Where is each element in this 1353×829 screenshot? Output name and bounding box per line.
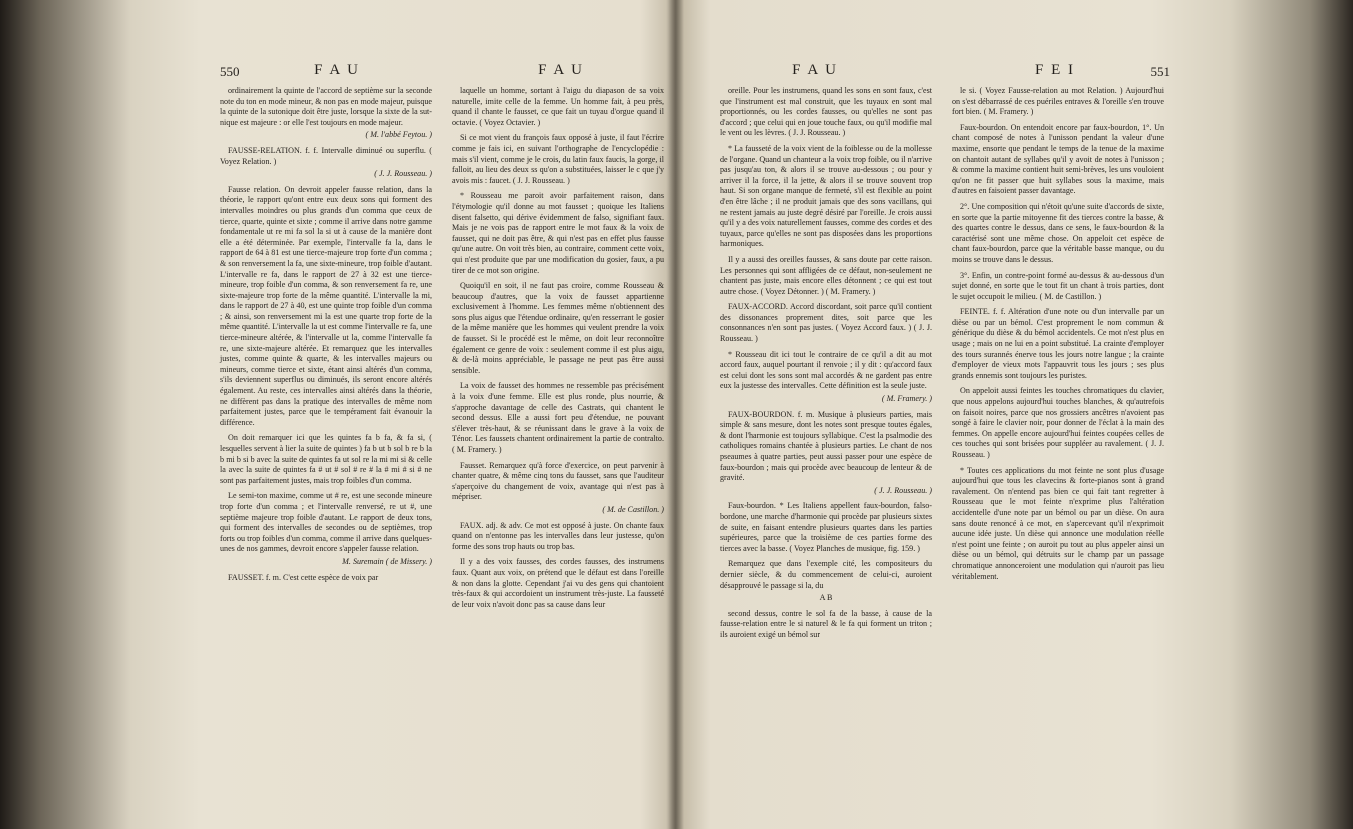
paragraph: laquelle un homme, sortant à l'aigu du diapason de sa voix naturelle, imite celle de la femme. Un homme fait, à peu près, quand il chante le fausset, ce que fait un tuyau d'orgue quand il octavie. ( Voyez Octavier. )	[452, 86, 664, 127]
right-running-head-1: F A U	[792, 62, 838, 78]
left-column-1	[220, 86, 432, 588]
right-column-2	[952, 86, 1164, 587]
citation: ( J. J. Rousseau. )	[874, 485, 932, 495]
paragraph: On appeloit aussi feintes les touches chromatiques du clavier, que nous appelons aujourd'hui touches blanches, & qu'autrefois on faisoit noires, parce que nos grossiers ancêtres n'avoient pas songé à faire le clavier noir, pour donner de l'éclat à la main des femmes. On appelle encore aujourd'hui feintes coupées celles de ces touches qui sont brisées pour suppléer au ravalement. ( J. J. Rousseau. )	[952, 386, 1164, 459]
entry-faux-bourdon: FAUX-BOURDON. f. m. Musique à plusieurs parties, mais simple & sans mesure, dont les notes sont presque toutes égales, & dont l'harmonie est toujours syllabique. C'est la psalmodie des catholiques romains chantée à plusieurs parties. Le chant de nos pseaumes à quatre parties, peut aussi passer pour une espèce de faux-bourdon ; mais qui procède avec beaucoup de lenteur & de gravité.	[720, 409, 932, 483]
left-column-2	[452, 86, 664, 615]
book-gutter	[666, 0, 684, 829]
citation: ( M. Framery. )	[881, 394, 932, 404]
entry-fausse-relation: FAUSSE-RELATION. f. f. Intervalle diminué ou superflu. ( Voyez Relation. )	[220, 145, 432, 166]
entry-faux-accord: FAUX-ACCORD. Accord discordant, soit parce qu'il contient des dissonances proprement dites, soit parce que les consonnances n'en sont pas justes. ( Voyez Accord faux. ) ( J. J. Rousseau. )	[720, 302, 932, 344]
paragraph: oreille. Pour les instrumens, quand les sons en sont faux, c'est que l'instrument est mal construit, que les tuyaux en sont mal proportionnés, ou les cordes fausses, ou qu'elles ne sont pas d'accord ; que celui qui en joue touche faux, ou qu'il modifie mal le vent ou les lèvres. ( J. J. Rousseau. )	[720, 86, 932, 138]
paragraph: Quoiqu'il en soit, il ne faut pas croire, comme Rousseau & beaucoup d'autres, que la voix de fausset appartienne exclusivement à l'homme. Les femmes même n'obtiennent des sons plus aigus que l'étendue ordinaire, qu'en resserrant le gosier de la même manière que les hommes qui veulent prendre la voix de fausset. Si le procédé est le même, on doit leur reconnoître également ce genre de voix : seulement comme il est plus aigu, & de-là moins appréciable, le passage ne peut pas être aussi sensible.	[452, 281, 664, 375]
paragraph: Fausse relation. On devroit appeler fausse relation, dans la théorie, le rapport qu'ont entre eux deux sons qui forment des intervalles moindres ou plus grands d'un comma que ceux de tierce, quarte, quinte et sixte ; comme il arrive dans notre gamme fondamentale ut re mi fa sol la si ut à cause de la manière dont elle a été déterminée. Par exemple, l'intervalle fa la, dans le rapport de 64 à 81 est une tierce-majeure trop forte d'un comma ; & son renversement la fa, une sixte-mineure, trop foible d'autant. L'intervalle re fa, dans le rapport de 27 à 32 est une tierce-mineure, trop foible d'un comma, & son renversement fa re, une sixte-majeure trop forte de la même quantité. L'intervalle la mi, dans le rapport de 27 à 40, est une quinte trop foible d'un comma ; & ainsi, son renversement mi la est une quarte trop forte de la même quantité. L'intervalle la ut est comme l'intervalle re fa, une tierce-mineure altérée, & l'intervalle ut la, comme l'intervalle fa re, une sixte-majeure altérée. Et remarquez que les intervalles justes, comme quinte & quarte, & les intervalles majeurs ou mineurs, comme tierce et sixte, étant ainsi altérés d'un comma, s'ils deviennent superflus ou diminués, ils seront encore altérés également. Au reste, ces intervalles ainsi altérés dans la théorie, ne diffèrent pas dans la pratique des intervalles de même nom parfaitement justes, parce que le tempérament fait évanouir la différence.	[220, 184, 432, 427]
paragraph: * Rousseau dit ici tout le contraire de ce qu'il a dit au mot accord faux, auquel pourtant il renvoie ; il y dit : qu'accord faux est celui dont les sons sont mal accordés & ne gardent pas entre eux la justesse des intervalles. Cette définition est la seule juste.	[720, 349, 932, 391]
citation: ( M. de Castillon. )	[602, 504, 664, 514]
paragraph: Fausset. Remarquez qu'à force d'exercice, on peut parvenir à chanter quatre, & même cinq tons du fausset, sans que l'auditeur s'aperçoive du changement de voix, avantage qui n'est pas à mépriser.	[452, 460, 664, 502]
right-column-1	[720, 86, 932, 646]
paragraph: La voix de fausset des hommes ne ressemble pas précisément à la voix d'une femme. Elle est plus ronde, plus nourrie, & s'approche davantage de celle des Castrats, qui chantent le second dessus. Elle a aussi fort peu d'étendue, ne pouvant s'élever très-haut, & se réunissant dans le grave à la voix de Ténor. Les faussets chantent ordinairement la partie de contralto. ( M. Framery. )	[452, 381, 664, 454]
left-page	[220, 62, 667, 609]
paragraph: Il y a des voix fausses, des cordes fausses, des instrumens faux. Quant aux voix, on prétend que le défaut est dans l'oreille & non dans la glotte. Cependant j'ai vu des gens qui chantoient très-faux & qui accordoient un instrument très-juste. La fausseté de leur voix n'avoit donc pas sa cause dans leur	[452, 557, 664, 609]
paragraph: second dessus, contre le sol fa de la basse, à cause de la fausse-relation entre le si naturel & le fa qui forment un triton ; ils auroient exigé un bémol sur	[720, 608, 932, 639]
right-page-number: 551	[1150, 64, 1170, 79]
left-running-head-2: F A U	[538, 62, 584, 78]
paragraph: * Toutes ces applications du mot feinte ne sont plus d'usage aujourd'hui que tous les clavecins & forte-pianos sont à grand ravalement. On n'entend pas bien ce qui fait tant regretter à Rousseau que le mot feinte n'exprime plus l'altération accidentelle d'une note par un bémol ou par un dièse. On aura sans doute renoncé à ce mot, en s'apercevant qu'il n'exprimoit aucune idée juste. Un dièse qui annonce une modulation réelle n'est point une feinte ; on auroit pu tout au plus appeler ainsi un dièse ou un bémol, qui détruits sur le champ par un passage chromatique annonceroient une modulation qui n'auroit pas lieu véritablement.	[952, 465, 1164, 581]
paragraph: Faux-bourdon. * Les Italiens appellent faux-bourdon, falso-bordone, une marche d'harmonie qui procède par plusieurs sixtes de suite, en faisant entendre plusieurs quartes dans les parties supérieures, parce que la troisième de ces parties forme des tierces avec la basse. ( Voyez Planches de musique, fig. 159. )	[720, 501, 932, 553]
citation: ( M. l'abbé Feytou. )	[365, 130, 432, 140]
left-page-number: 550	[220, 64, 240, 79]
right-page	[720, 62, 1170, 639]
paragraph: * Rousseau me paroit avoir parfaitement raison, dans l'étymologie qu'il donne au mot fausset ; quoique les Italiens disent falsetto, qui dérive évidemment de falso, signifiant faux. Mais je ne vois pas de rapport entre le mot faux & la voix de fausset, qui ne doit pas être, & qui n'est pas en effet plus fausse qu'une autre. On voit très bien, au contraire, comment cette voix, qui n'est produite que par une modification du gosier, faux, a pu tirer de ce mot son origine.	[452, 191, 664, 275]
paragraph: le si. ( Voyez Fausse-relation au mot Relation. ) Aujourd'hui on s'est débarrassé de ces puériles entraves & l'oreille s'en trouve fort bien. ( M. Framery. )	[952, 86, 1164, 117]
right-page-header	[720, 62, 1170, 84]
left-running-head-1: F A U	[314, 62, 360, 78]
entry-feinte: FEINTE. f. f. Altération d'une note ou d'un intervalle par un dièse ou par un bémol. C'est proprement le nom commun & générique du dièse & du bémol accidentels. Ce mot n'est plus en usage ; mais on ne lui en a point substitué. La crainte d'employer des tours surannés énerve tous les jours notre langue ; la crainte d'employer de vieux mots l'appauvrit tous les jours ; ses plus grands ennemis sont toujours les puristes.	[952, 307, 1164, 380]
paragraph: ordinairement la quinte de l'accord de septième sur la seconde note du ton en mode mineur, & non pas en mode majeur, puisque la quinte de la sutonique doit être juste, lorsque la sixte de la sut-nique est majeure : or elle l'est toujours en mode majeur.	[220, 86, 432, 127]
paragraph: 3°. Enfin, un contre-point formé au-dessus & au-dessous d'un sujet donné, en sorte que le tout fit un chant à trois parties, dont le sujet occupoit le milieu. ( M. de Castillon. )	[952, 270, 1164, 301]
citation: M. Suremain ( de Missery. )	[342, 556, 432, 566]
left-page-header	[220, 62, 667, 84]
paragraph: Il y a aussi des oreilles fausses, & sans doute par cette raison. Les personnes qui sont affligées de ce défaut, non-seulement ne chantent pas juste, mais encore elles détonnent ; ce qui est tout autre chose. ( Voyez Détonner. ) ( M. Framery. )	[720, 254, 932, 296]
paragraph: * La fausseté de la voix vient de la foiblesse ou de la mollesse de l'organe. Quand un chanteur a la voix trop foible, ou il n'arrive pas jusqu'au ton, & alors il se trouve au-dessous ; ou pour y arriver il la force, il la jette, & alors il se trouve souvent trop haut. Si son organe manque de fermeté, s'il est flexible au point d'en être lâche ; il ne produit jamais que des sons vacillans, qui ne restent jamais au juste degré désiré par l'oreille. Je crois aussi qu'il y a des voix naturellement fausses, comme des cordes et des tuyaux, parce qu'elles ne sont pas disposées dans les proportions harmoniques.	[720, 143, 932, 249]
entry-faux: FAUX. adj. & adv. Ce mot est opposé à juste. On chante faux quand on n'entonne pas les intervalles dans leur justesse, qu'on forme des sons trop hauts ou trop bas.	[452, 520, 664, 551]
paragraph: Faux-bourdon. On entendoit encore par faux-bourdon, 1°. Un chant composé de notes à l'unisson pendant la valeur d'une maxime, ensorte que pendant le temps de la tenue de la maxime on chantoit autant de syllabes qu'il y avoit de notes à l'unisson ; & comme la maxime contient huit semi-brèves, les uns vouloient qu'on ne fit passer que huit syllabes sous la maxime, mais d'autres en faisoient passer davantage.	[952, 122, 1164, 196]
paragraph: Remarquez que dans l'exemple cité, les compositeurs du dernier siècle, & du commencement de celui-ci, auroient désapprouvé le passage si la, du	[720, 559, 932, 590]
musical-label: A B	[819, 593, 833, 603]
paragraph: 2°. Une composition qui n'étoit qu'une suite d'accords de sixte, en sorte que la partie mitoyenne fit des tierces contre la basse, & des quartes contre le dessus, dans ce sens, le faux-bourdon & la caractérisé sont une même chose. On appeloit cet espèce de chant faux-bourdon, parce que la véritable basse manque, ou du moins se trouve dans le dessus.	[952, 201, 1164, 264]
paragraph: Le semi-ton maxime, comme ut # re, est une seconde mineure trop forte d'un comma ; et l'intervalle renversé, re ut #, une septième majeure trop foible d'autant. Le rapport de deux tons, qui forment des intervalles de secondes ou de septièmes, trop forts ou trop foibles d'un comma, comme il arrive dans quelques-unes de nos gammes, devroit encore s'appeler fausse relation.	[220, 491, 432, 554]
paragraph: Si ce mot vient du françois faux opposé à juste, il faut l'écrire comme je fais ici, en suivant l'orthographe de l'encyclopédie : mais s'il vient, comme je le crois, du latin faux faucis, la gorge, il falloit, au lieu des deux ss qu'on a substituées, laisser le c que j'y avois mis : faucet. ( J. J. Rousseau. )	[452, 133, 664, 185]
right-running-head-2: F E I	[1035, 62, 1075, 78]
entry-fausset: FAUSSET. f. m. C'est cette espèce de voix par	[228, 572, 379, 582]
citation: ( J. J. Rousseau. )	[374, 169, 432, 179]
paragraph: On doit remarquer ici que les quintes fa b fa, & fa si, ( lesquelles servent à lier la suite de quintes ) fa b ut b sol b re b la b mi b si b avec la suite de quintes fa ut sol re la mi mi si & celle la avec la suite de quintes fa # ut # sol # re # la # mi # si # ne sont pas parfaitement justes, mais trop foibles d'un comma.	[220, 433, 432, 485]
